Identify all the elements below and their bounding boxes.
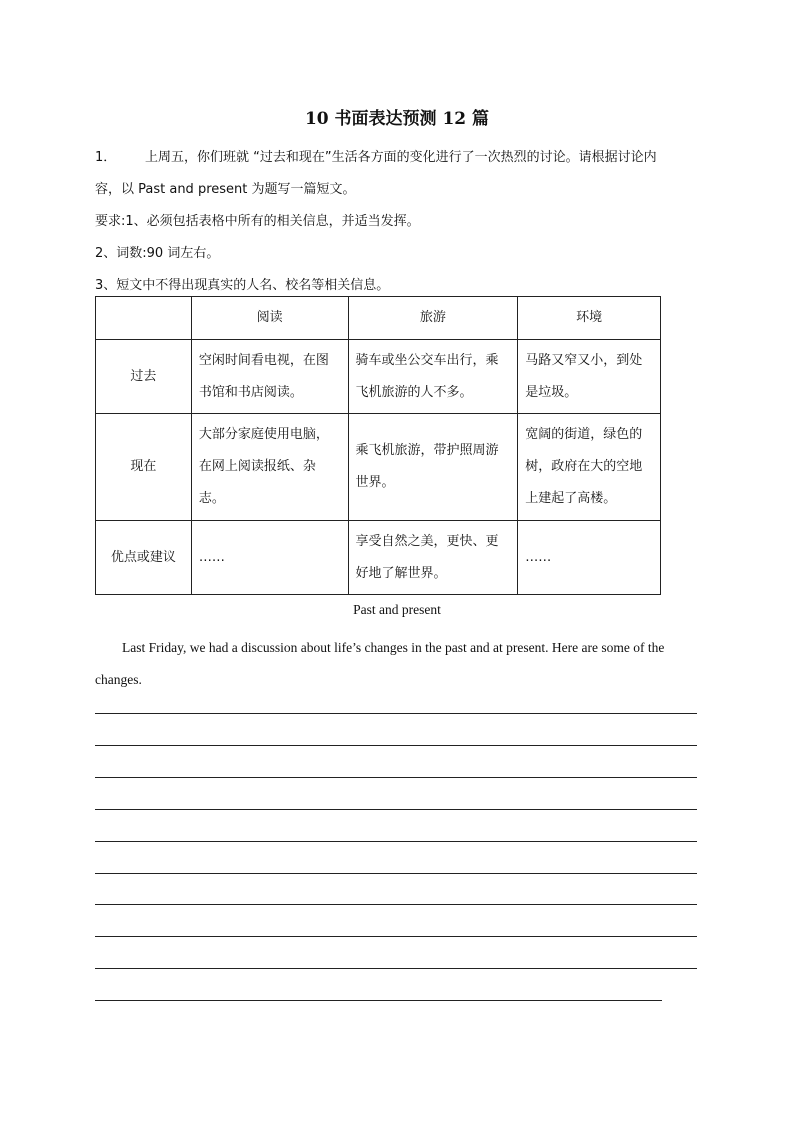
- question-line-1: [95, 146, 657, 165]
- table-header-cell: 环境: [518, 297, 661, 340]
- requirement-2: 2、词数:90 词左右。: [95, 246, 220, 261]
- table-cell: 骑车或坐公交车出行，乘飞机旅游的人不多。: [348, 340, 518, 414]
- table-cell: 乘飞机旅游，带护照周游世界。: [348, 414, 518, 521]
- writing-line: [95, 873, 697, 874]
- table-row: [96, 340, 661, 414]
- table-cell: 空闲时间看电视，在图书馆和书店阅读。: [191, 340, 348, 414]
- requirement-3: 3、短文中不得出现真实的人名、校名等相关信息。: [95, 278, 390, 293]
- question-prompt-1: 上周五，你们班就 “过去和现在”生活各方面的变化进行了一次热烈的讨论。请根据讨论内: [145, 150, 657, 165]
- table-header-cell: 阅读: [191, 297, 348, 340]
- writing-line: [95, 936, 697, 937]
- table-cell: 大部分家庭使用电脑，在网上阅读报纸、杂志。: [191, 414, 348, 521]
- table-header-cell: [96, 297, 192, 340]
- question-number: 1．: [95, 150, 117, 165]
- essay-opening: Last Friday, we had a discussion about life’s changes in the past and at present. Here are some of the changes.: [95, 640, 665, 687]
- table-row: [96, 521, 661, 595]
- table-cell: ……: [191, 521, 348, 595]
- writing-line: [95, 809, 697, 810]
- table-row: [96, 414, 661, 521]
- table-cell: ……: [518, 521, 661, 595]
- table-header-row: [96, 297, 661, 340]
- requirement-1: 要求:1、必须包括表格中所有的相关信息，并适当发挥。: [95, 214, 420, 229]
- table-cell: 马路又窄又小，到处是垃圾。: [518, 340, 661, 414]
- table-row-label: 优点或建议: [96, 521, 192, 595]
- writing-line: [95, 841, 697, 842]
- table-cell: 享受自然之美，更快、更好地了解世界。: [348, 521, 518, 595]
- table-row-label: 现在: [96, 414, 192, 521]
- writing-line: [95, 968, 697, 969]
- writing-line: [95, 777, 697, 778]
- question-prompt-2: 容，以 Past and present 为题写一篇短文。: [95, 182, 356, 197]
- writing-line: [95, 745, 697, 746]
- info-table: [95, 296, 661, 595]
- page-title: 10 书面表达预测 12 篇: [304, 109, 490, 129]
- table-row-label: 过去: [96, 340, 192, 414]
- table-cell: 宽阔的街道，绿色的树，政府在大的空地上建起了高楼。: [518, 414, 661, 521]
- table-header-cell: 旅游: [348, 297, 518, 340]
- writing-line: [95, 713, 697, 714]
- writing-line: [95, 1000, 662, 1001]
- writing-line: [95, 904, 697, 905]
- essay-title: Past and present: [353, 602, 441, 617]
